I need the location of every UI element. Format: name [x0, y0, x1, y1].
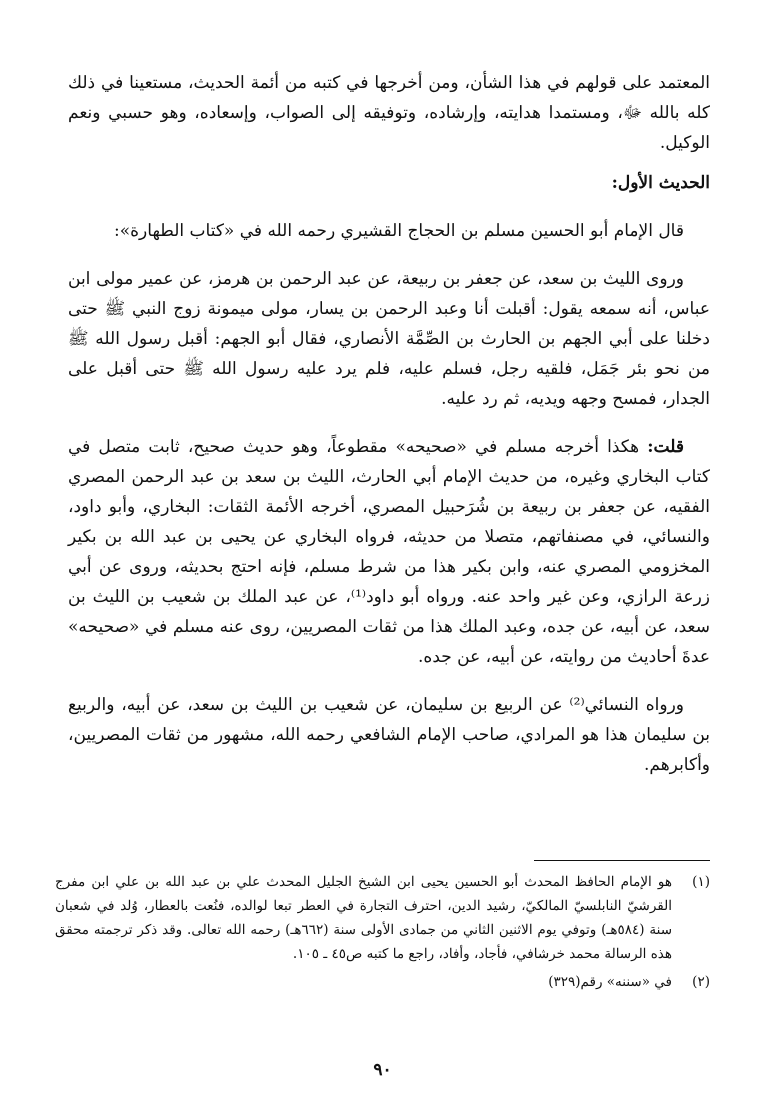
footnote-text: هو الإمام الحافظ المحدث أبو الحسين يحيى ابن الشيخ الجليل المحدث علي بن عبد الله بن علي ابن مفرج القرشيّ النابلسيّ المالكيّ، رشيد الدين، احترف التجارة في العطر تبعا لوالده، فنُعت بالعطار، وُلد في شعبان سنة (٥٨٤هـ) وتوفي يوم الاثنين الثاني من جمادى الأولى سنة (٦٦٢هـ) رحمه الله تعالى. وقد ذكر ترجمته محقق هذه الرسالة محمد خرشافي، فأجاد، وأفاد، راجع ما كتبه ص٤٥ ـ ١٠٥. [55, 874, 673, 962]
footnote-number: (٢) [692, 974, 710, 990]
footnote-separator [534, 860, 710, 861]
footnote [55, 970, 710, 994]
page-number: ٩٠ [373, 1060, 392, 1080]
paragraph-commentary [68, 432, 710, 672]
paragraph-hadith-text: وروى الليث بن سعد، عن جعفر بن ربيعة، عن عبد الرحمن بن هرمز، عن عمير مولى ابن عباس، أنه سمعه يقول: أقبلت أنا وعبد الرحمن بن يسار، مولى ميمونة زوج النبي ﷺ حتى دخلنا على أبي الجهم بن الحارث بن الصِّمَّة الأنصاري، فقال أبو الجهم: أقبل رسول الله ﷺ من نحو بئر جَمَل، فلقيه رجل، فسلم عليه، فلم يرد عليه رسول الله ﷺ حتى أقبل على الجدار، فمسح وجهه ويديه، ثم رد عليه. [68, 269, 710, 409]
footnotes [55, 870, 710, 998]
paragraph-nasai: ورواه النسائي⁽²⁾ عن الربيع بن سليمان، عن شعيب بن الليث بن سعد، عن أبيه، والربيع بن سليمان هذا هو المرادي، صاحب الإمام الشافعي رحمه الله، مشهور من ثقات المصريين، وأكابرهم. [68, 695, 710, 775]
footnote-text: في «سننه» رقم(٣٢٩) [548, 974, 672, 990]
paragraph-muslim-intro: قال الإمام أبو الحسين مسلم بن الحجاج القشيري رحمه الله في «كتاب الطهارة»: [114, 221, 684, 241]
footnote-number: (١) [692, 874, 710, 890]
main-text [68, 68, 710, 790]
commentary-body: هكذا أخرجه مسلم في «صحيحه» مقطوعاً، وهو حديث صحيح، ثابت متصل في كتاب البخاري وغيره، من حديث الإمام أبي الحارث، الليث بن سعد بن عبد الرحمن المصري الفقيه، عن جعفر بن ربيعة بن شُرَحبيل المصري، أخرجه الأئمة الثقات: البخاري، وأبو داود، والنسائي، في مصنفاتهم، متصلا من حديثه، فرواه البخاري عن يحيى بن عبد الله بن بكير المخزومي المصري عنه، وابن بكير هذا من شرط مسلم، فإنه احتج بحديثه، وروى عن أبي زرعة الرازي، وعن غير واحد عنه. ورواه أبو داود⁽¹⁾، عن عبد الملك بن شعيب بن الليث بن سعد، عن أبيه، عن جده، وعبد الملك هذا من ثقات المصريين، روى عنه مسلم في «صحيحه» عدةَ أحاديث من روايته، عن أبيه، عن جده. [68, 437, 710, 667]
commentary-lead: قلت: [647, 437, 684, 457]
section-heading: الحديث الأول: [611, 173, 710, 193]
footnote [55, 870, 710, 966]
paragraph-intro: المعتمد على قولهم في هذا الشأن، ومن أخرجها في كتبه من أئمة الحديث، مستعينا في ذلك كله بالله ﷻ، ومستمدا هدايته، وإرشاده، وتوفيقه إلى الصواب، وإسعاده، وهو حسبي ونعم الوكيل. [68, 73, 710, 153]
